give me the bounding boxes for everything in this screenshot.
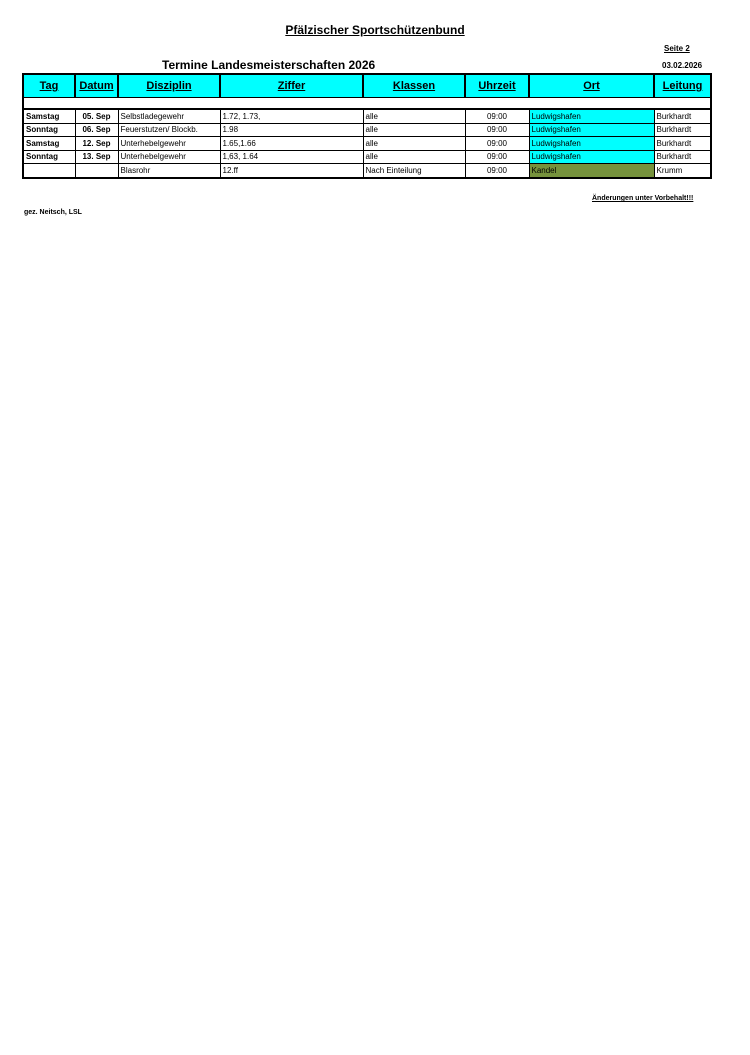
table-row: [23, 123, 711, 137]
cell-ort: Ludwigshafen: [529, 123, 654, 137]
cell-disziplin: Selbstladegewehr: [118, 109, 220, 123]
cell-disziplin: Unterhebelgewehr: [118, 150, 220, 164]
cell-ort: Kandel: [529, 164, 654, 178]
cell-disziplin: Blasrohr: [118, 164, 220, 178]
document-date: 03.02.2026: [662, 61, 703, 70]
cell-klassen: alle: [363, 150, 465, 164]
cell-ziffer: 1,63, 1.64: [220, 150, 363, 164]
cell-uhrzeit: 09:00: [465, 137, 529, 151]
column-header-ziffer: Ziffer: [220, 74, 363, 98]
column-header-klassen: Klassen: [363, 74, 465, 98]
cell-klassen: alle: [363, 137, 465, 151]
cell-ziffer: 1.72, 1.73,: [220, 109, 363, 123]
column-header-disziplin: Disziplin: [118, 74, 220, 98]
cell-ziffer: 1.98: [220, 123, 363, 137]
signature: gez. Neitsch, LSL: [24, 209, 82, 216]
cell-tag: Sonntag: [23, 150, 75, 164]
schedule-table: [22, 73, 712, 179]
cell-leitung: Burkhardt: [654, 150, 711, 164]
column-header-datum: Datum: [75, 74, 118, 98]
cell-tag: Samstag: [23, 109, 75, 123]
table-row: [23, 150, 711, 164]
table-row: [23, 137, 711, 151]
disclaimer-note: Änderungen unter Vorbehalt!!!: [592, 195, 694, 202]
cell-ort: Ludwigshafen: [529, 150, 654, 164]
organization-title: Pfälzischer Sportschützenbund: [285, 23, 465, 37]
cell-datum: [75, 164, 118, 178]
cell-klassen: alle: [363, 123, 465, 137]
cell-tag: Sonntag: [23, 123, 75, 137]
cell-uhrzeit: 09:00: [465, 109, 529, 123]
cell-tag: Samstag: [23, 137, 75, 151]
cell-klassen: alle: [363, 109, 465, 123]
column-header-uhrzeit: Uhrzeit: [465, 74, 529, 98]
cell-ziffer: 1.65,1.66: [220, 137, 363, 151]
page-number: Seite 2: [664, 44, 690, 53]
cell-datum: 05. Sep: [75, 109, 118, 123]
cell-ort: Ludwigshafen: [529, 109, 654, 123]
cell-datum: 13. Sep: [75, 150, 118, 164]
table-row: [23, 164, 711, 178]
cell-disziplin: Feuerstutzen/ Blockb.: [118, 123, 220, 137]
table-row: [23, 109, 711, 123]
cell-uhrzeit: 09:00: [465, 164, 529, 178]
header-row: [23, 74, 711, 98]
column-header-ort: Ort: [529, 74, 654, 98]
cell-leitung: Burkhardt: [654, 109, 711, 123]
document-title: Termine Landesmeisterschaften 2026: [162, 58, 376, 72]
cell-leitung: Burkhardt: [654, 123, 711, 137]
cell-tag: [23, 164, 75, 178]
column-header-leitung: Leitung: [654, 74, 711, 98]
column-header-tag: Tag: [23, 74, 75, 98]
cell-leitung: Burkhardt: [654, 137, 711, 151]
cell-uhrzeit: 09:00: [465, 150, 529, 164]
cell-ziffer: 12.ff: [220, 164, 363, 178]
cell-ort: Ludwigshafen: [529, 137, 654, 151]
cell-disziplin: Unterhebelgewehr: [118, 137, 220, 151]
spacer-row: [23, 98, 711, 110]
cell-klassen: Nach Einteilung: [363, 164, 465, 178]
cell-uhrzeit: 09:00: [465, 123, 529, 137]
cell-leitung: Krumm: [654, 164, 711, 178]
cell-datum: 12. Sep: [75, 137, 118, 151]
cell-datum: 06. Sep: [75, 123, 118, 137]
